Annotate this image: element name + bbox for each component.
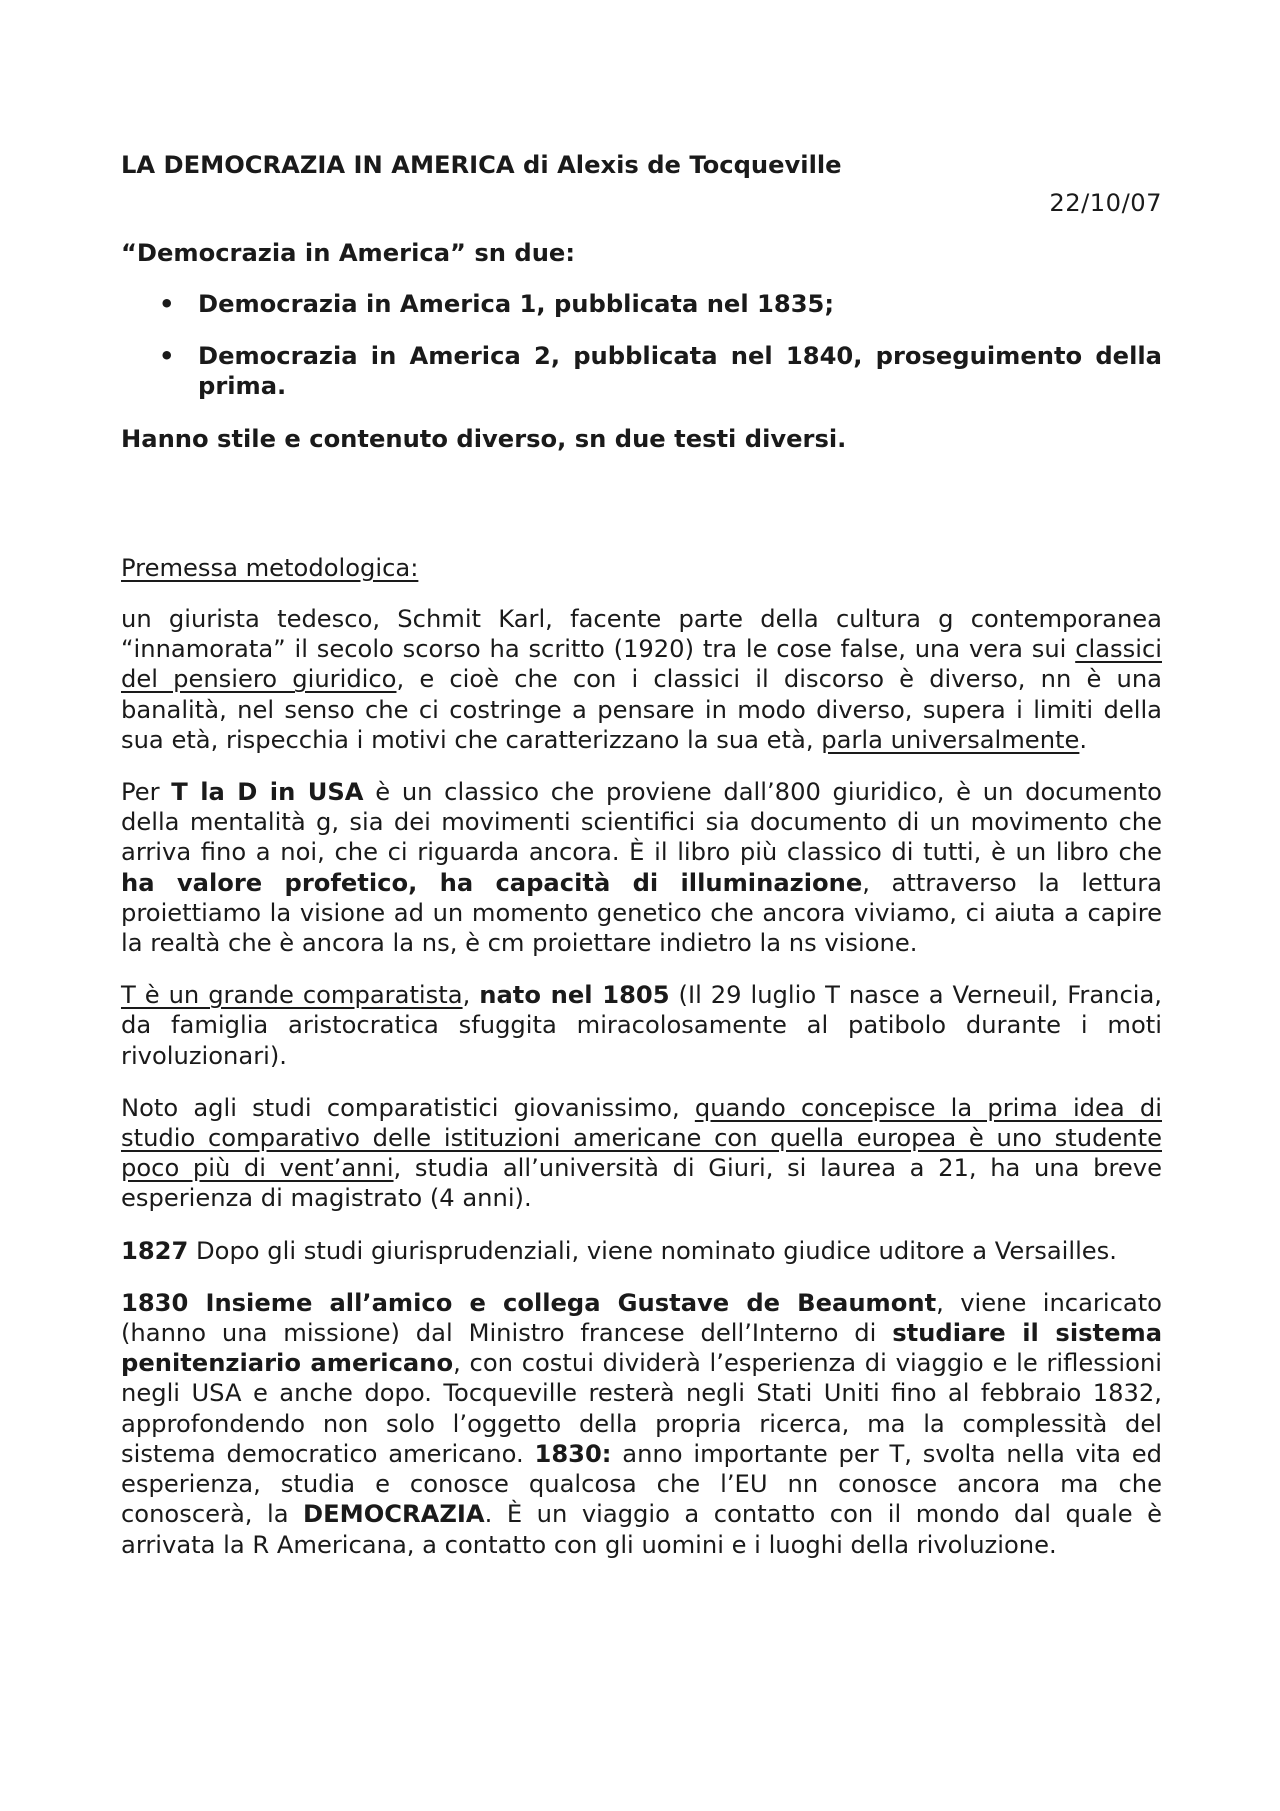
- document-date: 22/10/07: [1049, 189, 1162, 217]
- paragraph-schmitt: [121, 604, 1162, 755]
- works-note: Hanno stile e contenuto diverso, sn due testi diversi.: [121, 424, 847, 453]
- list-item-text: Democrazia in America 2, pubblicata nel 1840, proseguimento della prima.: [198, 342, 1162, 401]
- list-item: [121, 289, 1162, 319]
- paragraph-studies: [121, 1093, 1162, 1214]
- text-run: , attraverso la lettura proiettiamo la visione ad un momento genetico che ancora viviamo, ci aiuta a capire la realtà che è ancora la ns, è cm proiettare indietro la ns visione.: [121, 868, 1162, 958]
- text-run: anno importante per T, svolta nella vita ed esperienza, studia e conosce qualcosa che l’EU nn conosce ancora ma che conoscerà, la: [121, 1439, 1162, 1529]
- text-run: . È un viaggio a contatto con il mondo dal quale è arrivata la R Americana, a contatto con gli uomini e i luoghi della rivoluzione.: [121, 1500, 1162, 1559]
- document-page: [121, 150, 1162, 1582]
- text-run: , viene incaricato (hanno una missione) dal Ministro francese dell’Interno di: [121, 1288, 1162, 1348]
- bold-text: 1830 Insieme all’amico e collega Gustave de Beaumont: [121, 1288, 937, 1317]
- bullet-icon: •: [159, 342, 175, 371]
- bold-text: 1827: [121, 1236, 189, 1265]
- text-run: è un classico che proviene dall’800 giuridico, è un documento della mentalità g, sia dei movimenti scientifici sia documento di un movimento che arriva fino a noi, che ci riguarda ancora. È il libro più classico di tutti, è un libro che: [121, 778, 1162, 867]
- list-item-text: Democrazia in America 1, pubblicata nel 1835;: [198, 290, 835, 318]
- text-run: Noto agli studi comparatistici giovanissimo,: [121, 1093, 695, 1122]
- text-run: un giurista tedesco, Schmit Karl, facente parte della cultura g contemporanea “innamorata” il secolo scorso ha scritto (1920) tra le cose false, una vera sui: [121, 605, 1162, 664]
- document-title: LA DEMOCRAZIA IN AMERICA di Alexis de Tocqueville: [121, 151, 842, 179]
- works-heading: “Democrazia in America” sn due:: [121, 239, 575, 267]
- bold-text: DEMOCRAZIA: [303, 1500, 485, 1529]
- bold-text: studiare il sistema penitenziario americano: [121, 1319, 1163, 1378]
- underlined-text: T è un grande comparatista: [121, 981, 463, 1010]
- text-run: , studia all’università di Giuri, si laurea a 21, ha una breve esperienza di magistrato (4 anni).: [121, 1154, 1162, 1213]
- text-run: (Il 29 luglio T nasce a Verneuil, Francia, da famiglia aristocratica sfuggita miracolosamente al patibolo durante i moti rivoluzionari).: [121, 981, 1162, 1070]
- paragraph-classic: [121, 777, 1162, 958]
- text-run: Per: [121, 778, 172, 807]
- bullet-icon: •: [159, 290, 175, 318]
- bold-text: 1830:: [534, 1439, 612, 1468]
- underlined-text: classici del pensiero giuridico: [121, 635, 1162, 694]
- underlined-text: parla universalmente: [821, 725, 1080, 754]
- text-run: ,: [462, 981, 480, 1010]
- text-run: , con costui dividerà l’esperienza di viaggio e le riflessioni negli USA e anche dopo. Tocqueville resterà negli Stati Uniti fino al febbraio 1832, approfondendo non solo l’oggetto della propria ricerca, ma la complessità del sistema democratico americano.: [121, 1349, 1162, 1468]
- section-title: [121, 553, 1162, 583]
- text-run: , e cioè che con i classici il discorso è diverso, nn è una banalità, nel senso che ci costringe a pensare in modo diverso, supera i limiti della sua età, rispecchia i motivi che caratterizzano la sua età,: [121, 665, 1162, 754]
- text-run: .: [1079, 725, 1088, 754]
- works-list: [121, 289, 1162, 402]
- list-item: [121, 341, 1162, 401]
- paragraph-1827: [121, 1236, 1162, 1266]
- underlined-text: quando concepisce la prima idea di studio comparativo delle istituzioni americane con quella europea è uno studente poco più di vent’anni: [121, 1093, 1162, 1183]
- bold-text: nato nel 1805: [479, 981, 670, 1010]
- paragraph-comparatist: [121, 980, 1162, 1071]
- section-title-text: Premessa metodologica:: [121, 553, 419, 582]
- paragraph-1830: [121, 1288, 1162, 1560]
- bold-text: T la D in USA: [171, 778, 364, 807]
- text-run: Dopo gli studi giurisprudenziali, viene nominato giudice uditore a Versailles.: [188, 1236, 1117, 1265]
- bold-text: ha valore profetico, ha capacità di illuminazione: [121, 868, 863, 897]
